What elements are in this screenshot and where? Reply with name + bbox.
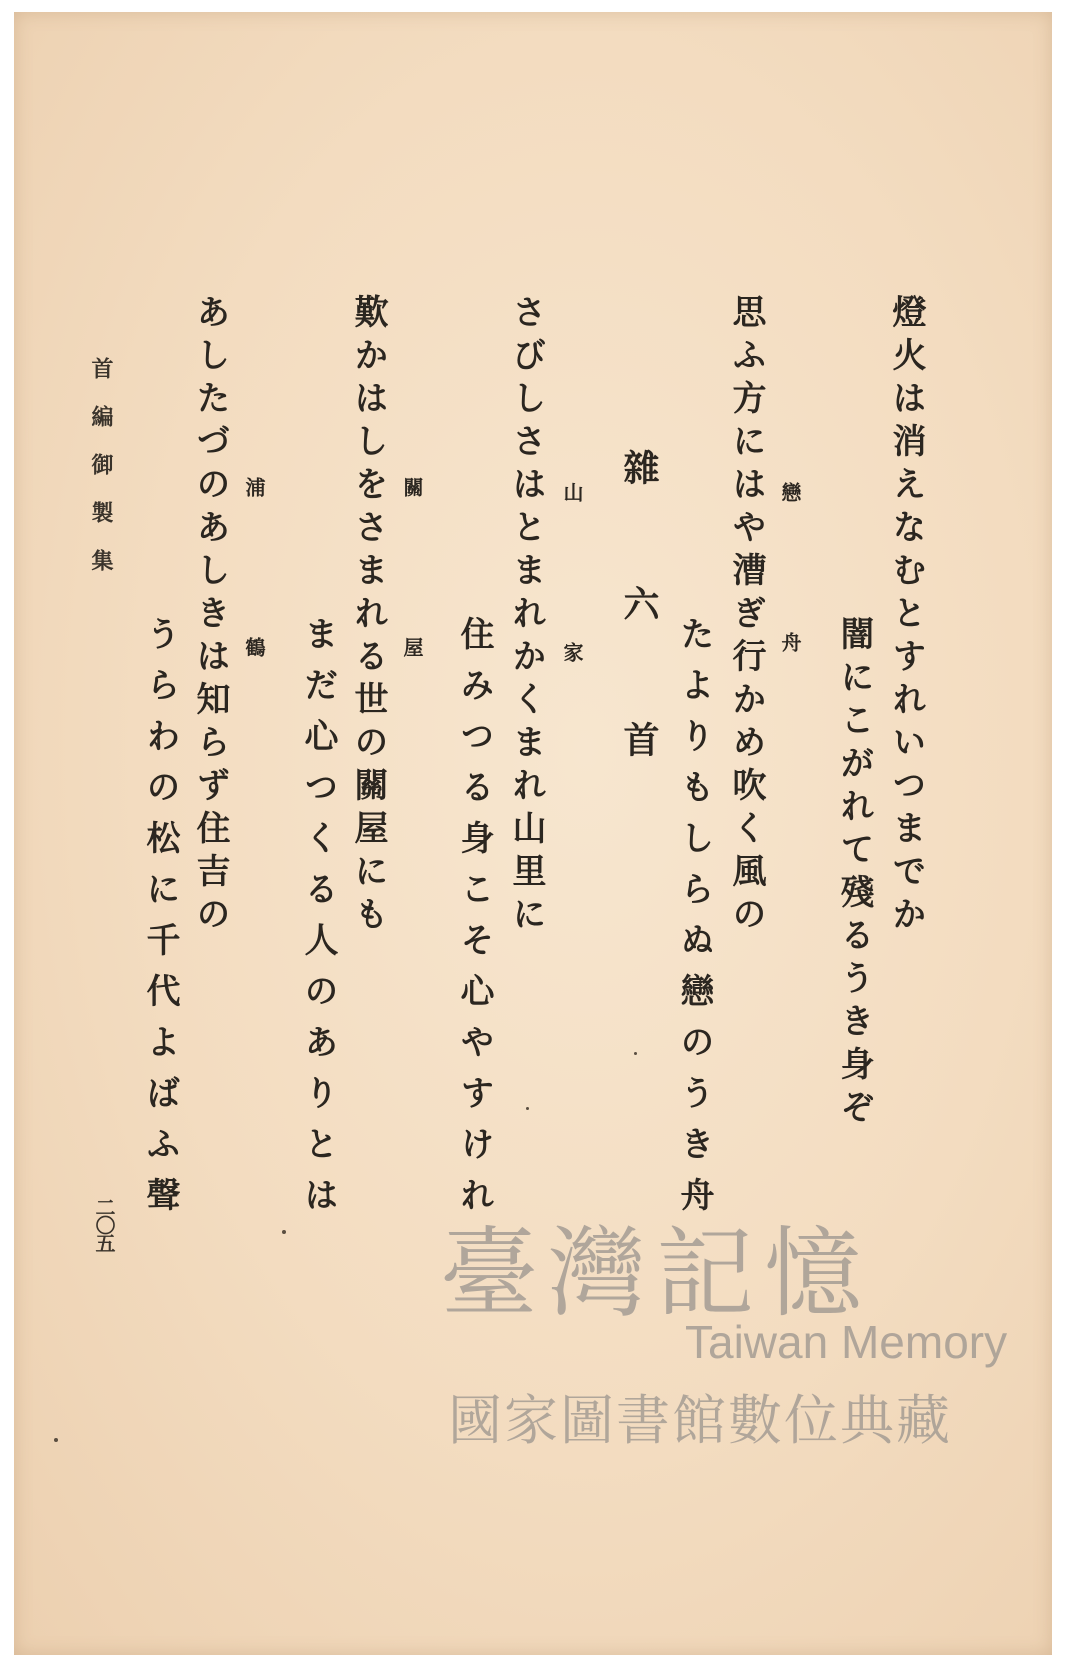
- poem-3-line-1: さびしさはとまれかくまれ山里に: [506, 294, 546, 939]
- poem-1-line-1: 燈火は消えなむとすれいつまでか: [886, 294, 926, 939]
- poem-4-line-1: 歎かはしをさまれる世の關屋にも: [348, 294, 388, 939]
- poem-2-line-2: たよりもしらぬ戀のうき舟: [674, 616, 714, 1228]
- paper-speck: [282, 1230, 286, 1234]
- poem-title-koi-bune: 戀舟: [778, 482, 802, 782]
- poem-2-line-1: 思ふ方にはや漕ぎ行かめ吹く風の: [726, 294, 766, 939]
- running-head: 首編御製集: [88, 357, 114, 597]
- watermark-english: Taiwan Memory: [685, 1316, 1008, 1368]
- poem-5-line-1: あしたづのあしきは知らず住吉の: [190, 294, 230, 939]
- paper-speck: [634, 1052, 637, 1055]
- poem-1-line-2: 闇にこがれて殘るうき身ぞ: [834, 616, 874, 1132]
- section-heading: 雜六首: [618, 449, 660, 857]
- watermark-subtitle: 國家圖書館數位典藏: [448, 1389, 952, 1452]
- poem-title-sekiya: 關屋: [400, 477, 424, 797]
- watermark-chinese: 臺灣記憶: [440, 1217, 873, 1331]
- poem-4-line-2: まだ心つくる人のありとは: [298, 616, 338, 1228]
- paper-speck: [526, 1107, 529, 1110]
- poem-3-line-2: 住みつる身こそ心やすけれ: [454, 616, 494, 1228]
- poem-title-uratsuru: 浦鶴: [242, 477, 266, 797]
- poem-title-yamaga: 山家: [560, 482, 584, 802]
- page-number: 二〇五: [92, 1197, 116, 1251]
- paper-speck: [54, 1438, 58, 1442]
- poem-5-line-2: うらわの松に千代よばふ聲: [140, 616, 180, 1228]
